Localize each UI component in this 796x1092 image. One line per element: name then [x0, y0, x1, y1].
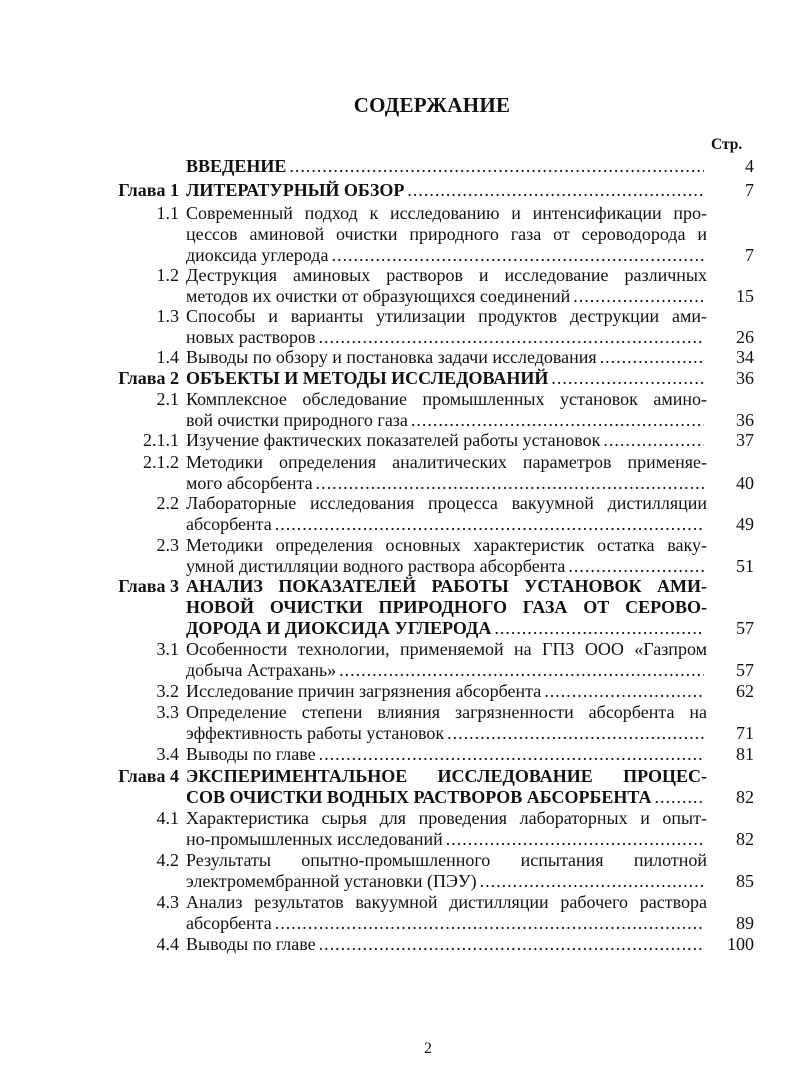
toc-entry-line [186, 871, 707, 892]
toc-entry-number: 3.4 [156, 744, 179, 764]
page-number: 2 [424, 1040, 432, 1057]
toc-entry-line: Анализ результатов вакуумной дистилляции рабочего раствора [186, 892, 707, 912]
toc-entry-number: 3.3 [156, 702, 179, 722]
toc-entry-number: Глава 3 [118, 576, 179, 596]
toc-entry [0, 203, 796, 266]
toc-entry-page: 85 [736, 871, 754, 891]
dot-leader [289, 156, 704, 177]
toc-entry-page: 89 [736, 913, 754, 933]
toc-entry-text: эффективность работы установок [186, 723, 445, 743]
toc-entry [0, 347, 796, 368]
dot-leader [319, 744, 704, 765]
toc-entry-line: Методики определения аналитических параметров применяе- [186, 452, 707, 472]
toc-entry-line: Комплексное обследование промышленных установок амино- [186, 389, 707, 409]
toc-entry-page: 57 [736, 618, 754, 638]
toc-entry-text: Выводы по главе [186, 744, 316, 764]
toc-entry [0, 850, 796, 892]
toc-entry-line [186, 723, 707, 744]
dot-leader [447, 723, 704, 744]
toc-entry-line [186, 681, 707, 702]
toc-entry-line [186, 744, 707, 765]
toc-entry-number: 4.4 [156, 934, 179, 954]
toc-entry-text: но-промышленных исследований [186, 829, 443, 849]
toc-entry-text: умной дистилляции водного раствора абсорбента [186, 556, 566, 576]
toc-entry-text: СОВ ОЧИСТКИ ВОДНЫХ РАСТВОРОВ АБСОРБЕНТА [186, 787, 652, 807]
toc-entry-page: 82 [736, 787, 754, 807]
toc-entry [0, 430, 796, 451]
toc-entry-line: цессов аминовой очистки природного газа от сероводорода и [186, 224, 707, 244]
toc-entry-line [186, 618, 707, 639]
toc-entry-number: 4.3 [156, 892, 179, 912]
dot-leader [600, 347, 704, 368]
toc-entry-page: 57 [736, 660, 754, 680]
toc-entry-number: 2.1.1 [143, 430, 179, 450]
toc-entry [0, 180, 796, 201]
toc-entry-line [186, 430, 707, 451]
toc-entry [0, 265, 796, 307]
toc-entry [0, 681, 796, 702]
toc-entry-line [186, 286, 707, 307]
toc-entry-line: Способы и варианты утилизации продуктов деструкции ами- [186, 306, 707, 326]
toc-entry-text: Выводы по главе [186, 934, 316, 954]
toc-entry-text: диоксида углерода [186, 245, 329, 265]
dot-leader [480, 871, 704, 892]
toc-entry-number: 4.1 [156, 808, 179, 828]
toc-entry-line [186, 327, 707, 348]
toc-entry-number: 1.3 [156, 306, 179, 326]
toc-entry-text: методов их очистки от образующихся соединений [186, 286, 571, 306]
toc-entry [0, 934, 796, 955]
toc-entry-line [186, 829, 707, 850]
toc-entry-line: Современный подход к исследованию и интенсификации про- [186, 203, 707, 223]
toc-entry-text: абсорбента [186, 514, 272, 534]
toc-entry-page: 34 [736, 347, 754, 367]
toc-entry-number: 2.2 [156, 493, 179, 513]
dot-leader [275, 913, 704, 934]
toc-entry [0, 744, 796, 765]
toc-entry-line: Методики определения основных характеристик остатка ваку- [186, 535, 707, 555]
toc-entry-text: добыча Астрахань» [186, 660, 337, 680]
toc-entry-text: Изучение фактических показателей работы установок [186, 430, 601, 450]
toc-entry-text: ДОРОДА И ДИОКСИДА УГЛЕРОДА [186, 618, 492, 638]
toc-entry-line [186, 245, 707, 266]
toc-entry-line [186, 368, 707, 389]
toc-entry-page: 49 [736, 514, 754, 534]
toc-title: СОДЕРЖАНИЕ [353, 93, 511, 117]
toc-entry-page: 71 [736, 723, 754, 743]
toc-entry-number: Глава 2 [118, 368, 179, 388]
toc-entry-text: вой очистки природного газа [186, 410, 408, 430]
toc-entry-text: ВВЕДЕНИЕ [186, 156, 287, 176]
dot-leader [544, 681, 704, 702]
dot-leader [319, 934, 704, 955]
toc-entry-line [186, 514, 707, 535]
toc-entry-number: 1.1 [156, 203, 179, 223]
toc-entry [0, 639, 796, 681]
toc-entry-text: электромембранной установки (ПЭУ) [186, 871, 477, 891]
toc-entry [0, 368, 796, 389]
toc-entry-line [186, 156, 707, 177]
dot-leader [339, 660, 704, 681]
toc-entry-line [186, 787, 707, 808]
toc-entry-text: ЛИТЕРАТУРНЫЙ ОБЗОР [186, 180, 405, 200]
toc-entry-number: 3.1 [156, 639, 179, 659]
toc-entry-page: 4 [745, 156, 754, 176]
dot-leader [331, 245, 704, 266]
dot-leader [573, 286, 704, 307]
toc-entry-page: 15 [736, 286, 754, 306]
toc-entry-line [186, 410, 707, 431]
toc-entry [0, 535, 796, 577]
dot-leader [568, 556, 704, 577]
toc-entry-page: 62 [736, 681, 754, 701]
toc-entry-line [186, 660, 707, 681]
toc-entry-text: ОБЪЕКТЫ И МЕТОДЫ ИССЛЕДОВАНИЙ [186, 368, 549, 388]
toc-entry-page: 7 [745, 180, 754, 200]
toc-entry-line: Особенности технологии, применяемой на ГПЗ ООО «Газпром [186, 639, 707, 659]
toc-entry-line: Деструкция аминовых растворов и исследование различных [186, 265, 707, 285]
toc-entry-text: абсорбента [186, 913, 272, 933]
toc-entry-number: 2.3 [156, 535, 179, 555]
toc-entry-text: Выводы по обзору и постановка задачи исследования [186, 347, 597, 367]
toc-entry-number: 2.1.2 [143, 452, 179, 472]
dot-leader [446, 829, 704, 850]
toc-entry [0, 766, 796, 808]
toc-entry-number: 2.1 [156, 389, 179, 409]
toc-entry-line: Определение степени влияния загрязненности абсорбента на [186, 702, 707, 722]
dot-leader [318, 327, 704, 348]
toc-entry [0, 808, 796, 850]
dot-leader [494, 618, 704, 639]
toc-entry-number: 1.2 [156, 265, 179, 285]
dot-leader [275, 514, 704, 535]
toc-entry-line [186, 934, 707, 955]
dot-leader [655, 787, 705, 808]
toc-entry-line [186, 473, 707, 494]
toc-entry-line: ЭКСПЕРИМЕНТАЛЬНОЕ ИССЛЕДОВАНИЕ ПРОЦЕС- [186, 766, 707, 786]
toc-entry-line: Результаты опытно-промышленного испытания пилотной [186, 850, 707, 870]
toc-entry-page: 51 [736, 556, 754, 576]
toc-entry-page: 7 [745, 245, 754, 265]
toc-entry-page: 81 [736, 744, 754, 764]
pages-column-header: Стр. [711, 136, 743, 153]
toc-entry-text: мого абсорбента [186, 473, 313, 493]
toc-entry-page: 100 [727, 934, 754, 954]
toc-entry [0, 156, 796, 177]
toc-entry-page: 82 [736, 829, 754, 849]
toc-entry [0, 452, 796, 494]
toc-entry [0, 892, 796, 934]
toc-entry-line [186, 180, 707, 201]
toc-entry-line: Лабораторные исследования процесса вакуумной дистилляции [186, 493, 707, 513]
toc-entry-number: 4.2 [156, 850, 179, 870]
dot-leader [411, 410, 704, 431]
toc-entry-line [186, 556, 707, 577]
toc-entry-page: 36 [736, 410, 754, 430]
toc-entry [0, 576, 796, 639]
toc-entry [0, 306, 796, 348]
toc-entry-line: Характеристика сырья для проведения лабораторных и опыт- [186, 808, 707, 828]
dot-leader [551, 368, 704, 389]
dot-leader [603, 430, 704, 451]
toc-entry [0, 493, 796, 535]
toc-entry-page: 36 [736, 368, 754, 388]
toc-entry [0, 702, 796, 744]
toc-entry-text: Исследование причин загрязнения абсорбента [186, 681, 542, 701]
toc-entry-number: 3.2 [156, 681, 179, 701]
toc-entry-line [186, 913, 707, 934]
toc-entry-line: НОВОЙ ОЧИСТКИ ПРИРОДНОГО ГАЗА ОТ СЕРОВО- [186, 597, 707, 617]
toc-entry-number: Глава 1 [118, 180, 179, 200]
toc-entry-number: 1.4 [156, 347, 179, 367]
toc-entry-page: 40 [736, 473, 754, 493]
toc-entry-number: Глава 4 [118, 766, 179, 786]
toc-entry-page: 26 [736, 327, 754, 347]
toc-entry-text: новых растворов [186, 327, 316, 347]
toc-entry-line [186, 347, 707, 368]
toc-entry-page: 37 [736, 430, 754, 450]
dot-leader [407, 180, 704, 201]
toc-entry-line: АНАЛИЗ ПОКАЗАТЕЛЕЙ РАБОТЫ УСТАНОВОК АМИ- [186, 576, 707, 596]
dot-leader [316, 473, 704, 494]
toc-entry [0, 389, 796, 431]
